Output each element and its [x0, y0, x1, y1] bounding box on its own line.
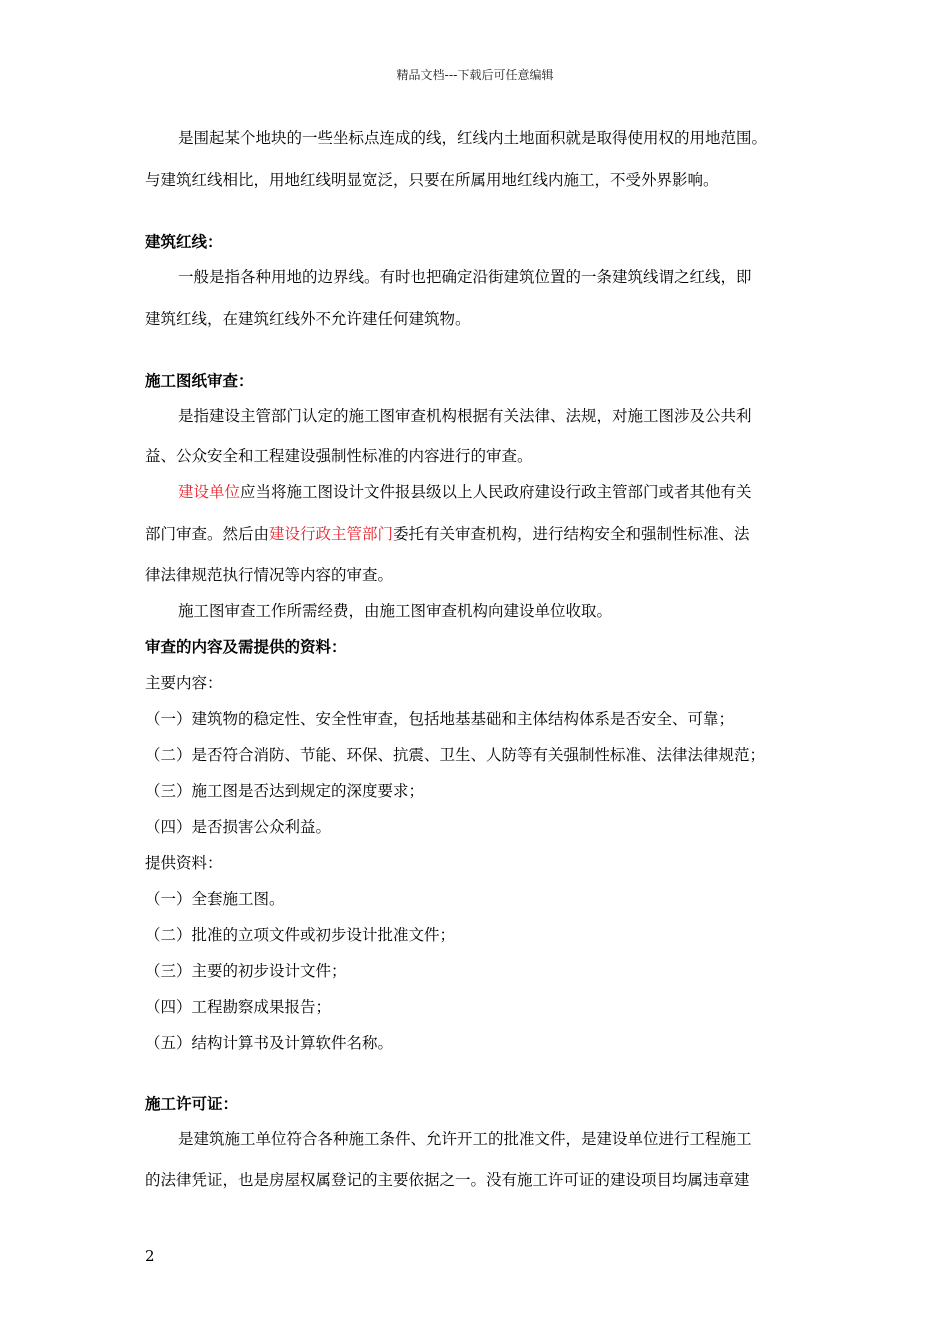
paragraph-line: 施工图审查工作所需经费，由施工图审查机构向建设单位收取。 [178, 602, 613, 620]
text-span: 应当将施工图设计文件报县级以上人民政府建设行政主管部门或者其他有关 [240, 483, 752, 501]
section-heading: 施工许可证： [145, 1095, 239, 1113]
paragraph-line: 的法律凭证，也是房屋权属登记的主要依据之一。没有施工许可证的建设项目均属违章建 [145, 1171, 750, 1189]
paragraph-line: 是围起某个地块的一些坐标点连成的线，红线内土地面积就是取得使用权的用地范围。 [178, 129, 768, 147]
paragraph-line: 是指建设主管部门认定的施工图审查机构根据有关法律、法规，对施工图涉及公共利 [178, 407, 752, 425]
section-heading: 建筑红线： [145, 233, 223, 251]
paragraph-line: 律法律规范执行情况等内容的审查。 [145, 566, 394, 584]
list-item: （五）结构计算书及计算软件名称。 [145, 1034, 394, 1052]
list-item: （四）工程勘察成果报告； [145, 998, 332, 1016]
section-heading: 审查的内容及需提供的资料： [145, 638, 347, 656]
paragraph-line [145, 522, 750, 544]
list-item: （三）施工图是否达到规定的深度要求； [145, 782, 425, 800]
section-heading: 施工图纸审查： [145, 372, 254, 390]
text-span: 部门审查。然后由 [145, 525, 270, 543]
paragraph-line [145, 480, 752, 502]
list-item: （二）批准的立项文件或初步设计批准文件； [145, 926, 456, 944]
list-item: （三）主要的初步设计文件； [145, 962, 347, 980]
list-label: 提供资料： [145, 854, 223, 872]
highlight-text: 建设单位 [178, 483, 241, 501]
paragraph-line: 一般是指各种用地的边界线。有时也把确定沿街建筑位置的一条建筑线谓之红线，即 [178, 268, 752, 286]
list-item: （一）建筑物的稳定性、安全性审查，包括地基基础和主体结构体系是否安全、可靠； [145, 710, 735, 728]
paragraph-line: 是建筑施工单位符合各种施工条件、允许开工的批准文件，是建设单位进行工程施工 [178, 1130, 752, 1148]
paragraph-line: 建筑红线，在建筑红线外不允许建任何建筑物。 [145, 310, 471, 328]
list-item: （一）全套施工图。 [145, 890, 285, 908]
paragraph-line: 益、公众安全和工程建设强制性标准的内容进行的审查。 [145, 447, 533, 465]
page-number: 2 [145, 1247, 155, 1265]
paragraph-line: 与建筑红线相比，用地红线明显宽泛，只要在所属用地红线内施工，不受外界影响。 [145, 171, 719, 189]
list-label: 主要内容： [145, 674, 223, 692]
highlight-text: 建设行政主管部门 [269, 525, 394, 543]
list-item: （二）是否符合消防、节能、环保、抗震、卫生、人防等有关强制性标准、法律法律规范； [145, 746, 766, 764]
list-item: （四）是否损害公众利益。 [145, 818, 332, 836]
page-header: 精品文档---下载后可任意编辑 [396, 68, 554, 82]
text-span: 委托有关审查机构，进行结构安全和强制性标准、法 [393, 525, 750, 543]
